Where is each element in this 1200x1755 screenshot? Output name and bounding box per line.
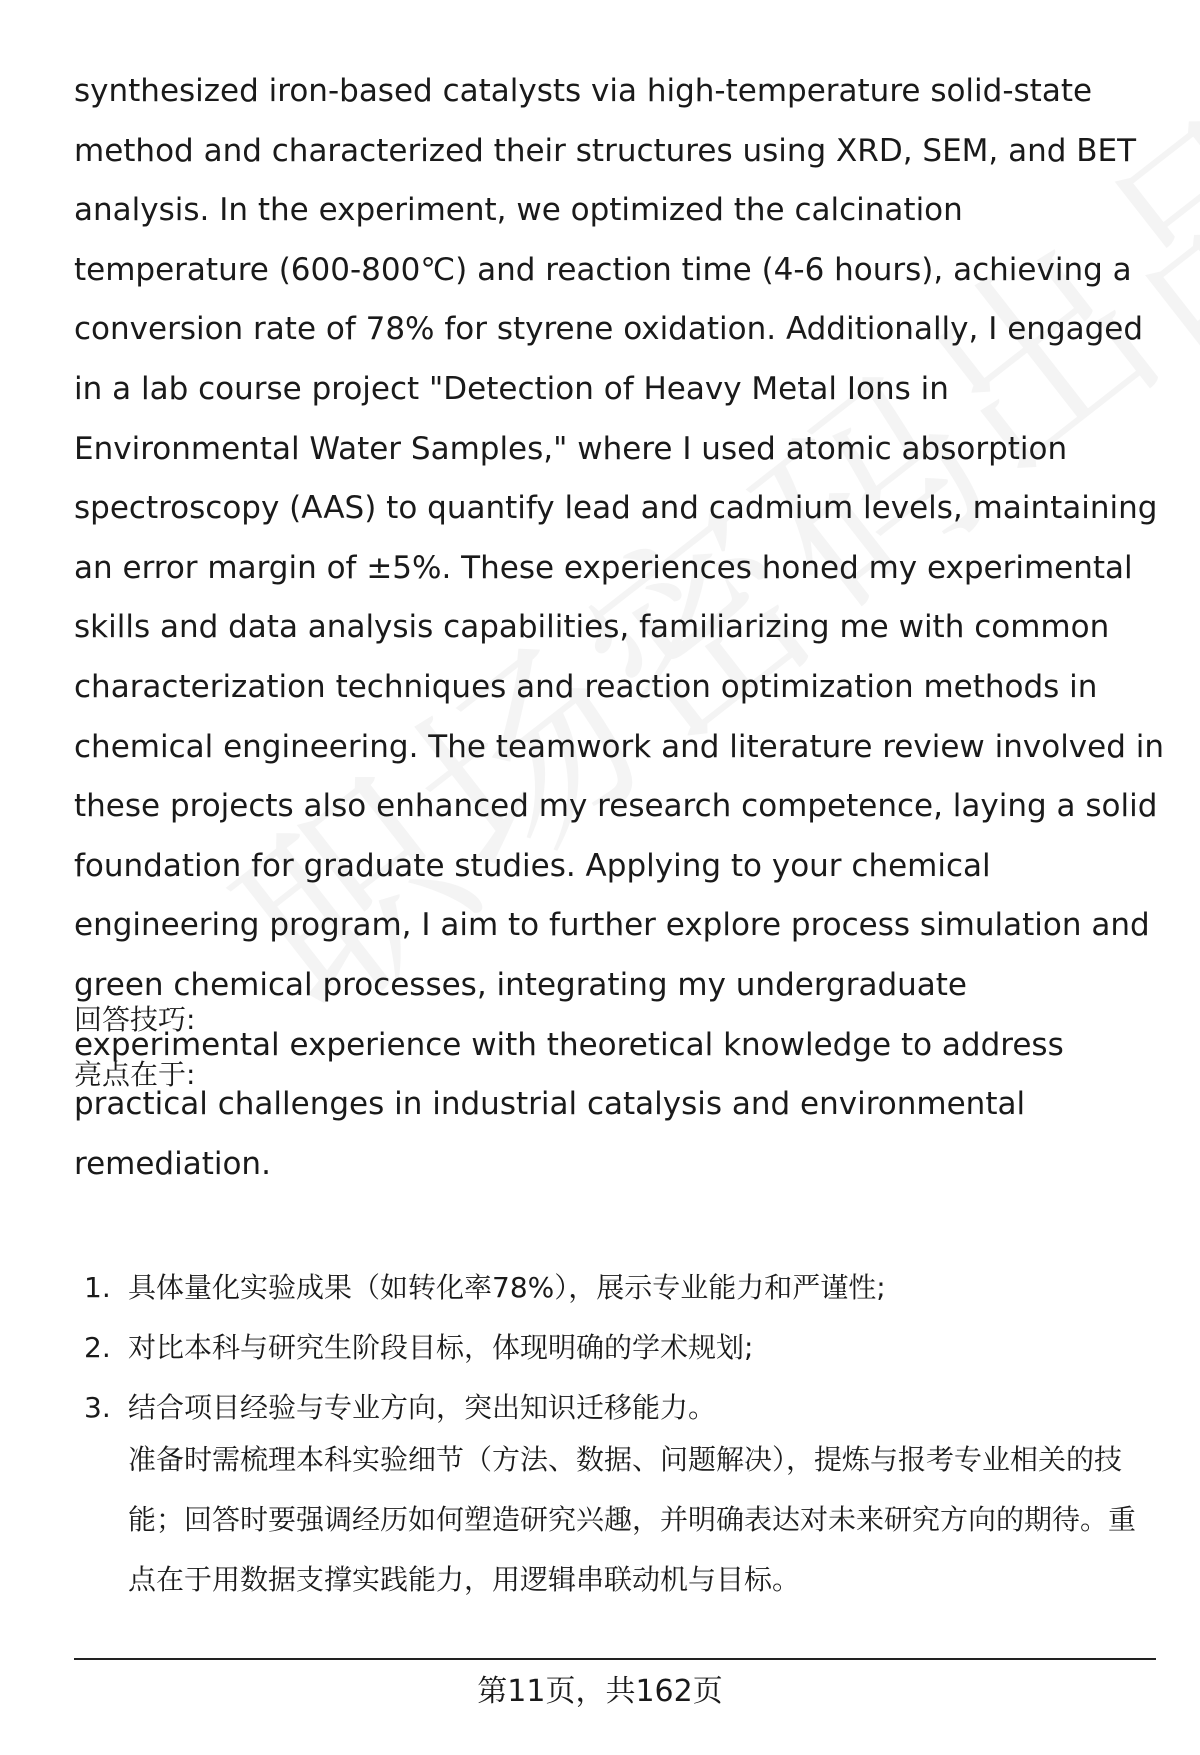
list-item [74,1258,1154,1318]
tips-list [74,1258,1154,1438]
list-item-number: 1. [84,1271,111,1304]
list-item [74,1318,1154,1378]
tips-heading: 回答技巧: [74,1003,196,1036]
highlight-label: 亮点在于: [74,1058,196,1091]
footer-divider [74,1658,1156,1660]
list-item [74,1378,1154,1438]
list-item-text: 对比本科与研究生阶段目标，体现明确的学术规划; [128,1331,754,1364]
list-item-number: 2. [84,1331,111,1364]
tips-note: 准备时需梳理本科实验细节（方法、数据、问题解决），提炼与报考专业相关的技能；回答时要强调经历如何塑造研究兴趣，并明确表达对未来研究方向的期待。重点在于用数据支撑实践能力，用逻辑串联动机与目标。 [128,1443,1137,1596]
list-item-text: 具体量化实验成果（如转化率78%），展示专业能力和严谨性; [128,1271,886,1304]
list-item-text: 结合项目经验与专业方向，突出知识迁移能力。 [128,1391,717,1424]
answer-paragraph: synthesized iron-based catalysts via high-temperature solid-state method and characterized their structures using XRD, SEM, and BET analysis. In the experiment, we optimized the calcination temperature (600-800℃) and reaction time (4-6 hours), achieving a conversion rate of 78% for styrene oxidation. Additionally, I engaged in a lab course project "Detection of Heavy Metal Ions in Environmental Water Samples," where I used atomic absorption spectroscopy (AAS) to quantify lead and cadmium levels, maintaining an error margin of ±5%. These experiences honed my experimental skills and data analysis capabilities, familiarizing me with common characterization techniques and reaction optimization methods in chemical engineering. The teamwork and literature review involved in these projects also enhanced my research competence, laying a solid foundation for graduate studies. Applying to your chemical engineering program, I aim to further explore process simulation and green chemical processes, integrating my undergraduate experimental experience with theoretical knowledge to address practical challenges in industrial catalysis and environmental remediation. [74,73,1165,1182]
page-number: 第11页，共162页 [477,1674,723,1709]
list-item-number: 3. [84,1391,111,1424]
answer-body [74,62,1164,1194]
